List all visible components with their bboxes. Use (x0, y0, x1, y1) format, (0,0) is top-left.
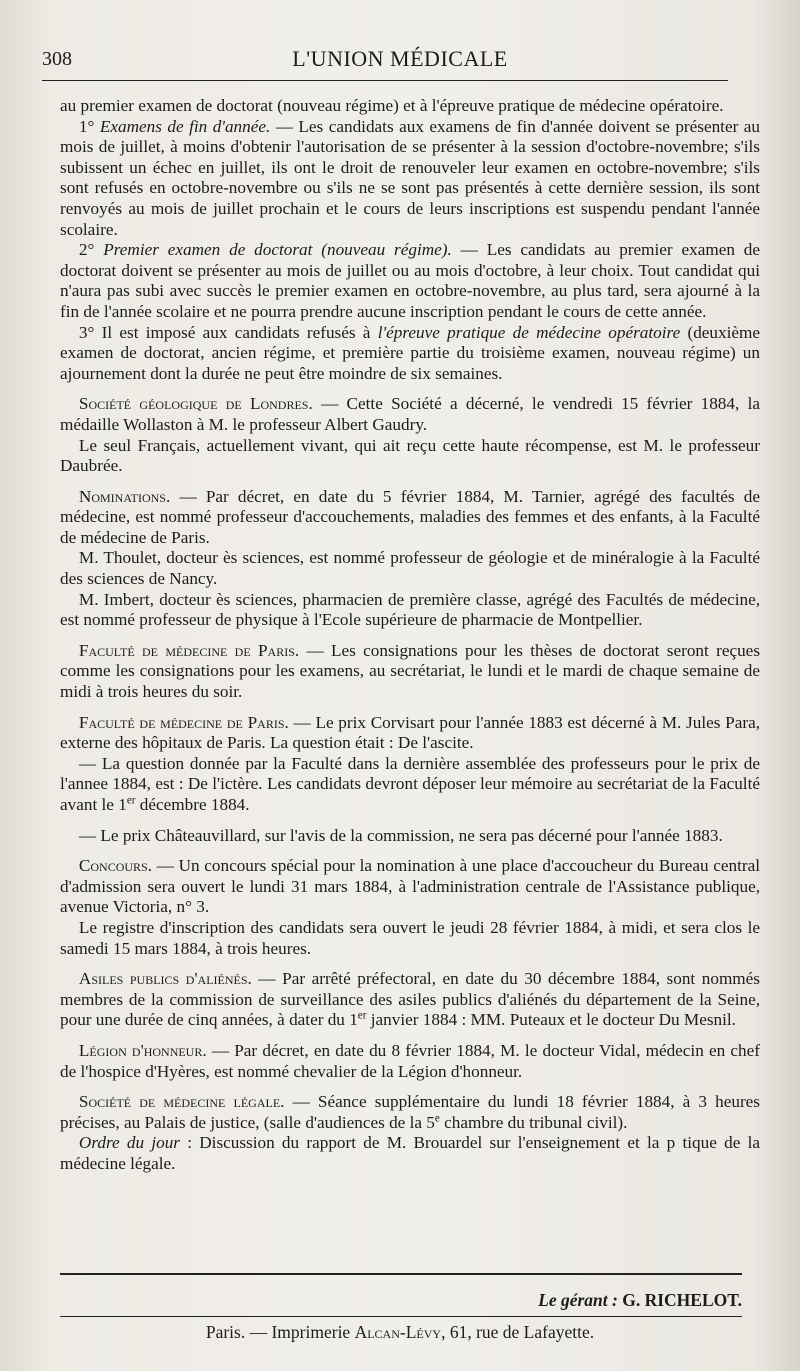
asiles-text-b: janvier 1884 : MM. Puteaux et le docteur Du Mesnil. (366, 1010, 736, 1030)
page-number: 308 (42, 48, 72, 70)
item-2-title: Premier examen de doctorat (nouveau régime). (103, 240, 452, 260)
faculte-2-heading: Faculté de médecine de Paris. (78, 712, 289, 732)
item-3-emphasis: l'épreuve pratique de médecine opératoire (377, 322, 681, 342)
gerant-label: Le gérant : (538, 1290, 623, 1310)
faculte-2-paragraph-2 (60, 754, 760, 816)
faculte-2-superscript: er (126, 794, 136, 807)
item-2-number: 2° (78, 240, 95, 260)
item-2-paragraph (60, 240, 760, 322)
ordre-du-jour-label: Ordre du jour (78, 1133, 180, 1153)
geologique-paragraph-2: Le seul Français, actuellement vivant, qui ait reçu cette haute récompense, est M. le professeur Daubrée. (60, 435, 760, 476)
legion-heading: Légion d'honneur. (78, 1040, 207, 1060)
footer-rule-bottom (60, 1316, 742, 1317)
asiles-superscript: er (357, 1009, 367, 1022)
nominations-heading: Nominations. (78, 486, 171, 506)
faculte-1-paragraph (60, 641, 760, 703)
intro-paragraph: au premier examen de doctorat (nouveau régime) et à l'épreuve pratique de médecine opératoire. (60, 96, 724, 115)
item-1-title: Examens de fin d'année. (99, 116, 271, 136)
printer-imprint (0, 1322, 800, 1343)
nominations-paragraph (60, 487, 760, 549)
faculte-2-paragraph (60, 713, 760, 754)
geologique-text: — Cette Société a décerné, le vendredi 15 février 1884, la médaille Wollaston à M. le professeur Albert Gaudry. (60, 394, 760, 434)
faculte-2-text-2b: décembre 1884. (135, 795, 250, 814)
item-1-paragraph (60, 117, 760, 241)
gerant-name: G. RICHELOT. (622, 1290, 742, 1310)
nominations-paragraph-2: M. Thoulet, docteur ès sciences, est nommé professeur de géologie et de minéralogie à la Faculté des sciences de Nancy. (60, 548, 760, 589)
item-3-paragraph (60, 323, 760, 385)
running-title: L'UNION MÉDICALE (292, 46, 508, 71)
asiles-heading: Asiles publics d'aliénés. (78, 969, 252, 989)
faculte-1-heading: Faculté de médecine de Paris. (78, 640, 300, 660)
faculte-2-paragraph-3: — Le prix Châteauvillard, sur l'avis de la commission, ne sera pas décerné pour l'année 1883. (78, 825, 723, 845)
item-3-lead: 3° Il est imposé aux candidats refusés à (78, 322, 378, 342)
geologique-heading: Société géologique de Londres. (78, 394, 313, 414)
concours-paragraph-2: Le registre d'inscription des candidats sera ouvert le jeudi 28 février 1884, à midi, et sera clos le samedi 15 mars 1884, à trois heures. (60, 917, 760, 958)
concours-text: — Un concours spécial pour la nomination à une place d'accoucheur du Bureau central d'admission sera ouvert le lundi 31 mars 1884, à l'administration centrale de l'Assistance publique, avenue Victoria, n° 3. (60, 856, 760, 917)
header-rule (42, 80, 728, 81)
footer-rule-top (60, 1273, 742, 1275)
nominations-paragraph-3: M. Imbert, docteur ès sciences, pharmacien de première classe, agrégé des Facultés de médecine, est nommé professeur de physique à l'Ecole supérieure de pharmacie de Montpellier. (60, 589, 760, 630)
asiles-paragraph (60, 969, 760, 1031)
faculte-2-text: — Le prix Corvisart pour l'année 1883 est décerné à M. Jules Para, externe des hôpitaux de Paris. La question était : De l'ascite. (60, 712, 761, 753)
concours-heading: Concours. (78, 856, 153, 876)
imprint-address: , 61, rue de Lafayette. (441, 1322, 595, 1342)
item-1-text: — Les candidats aux examens de fin d'année doivent se présenter au mois de juillet, à moins d'obtenir l'autorisation de se présenter à la session d'octobre-novembre; s'ils subissent un échec en juillet, ils ont le droit de renouveler leur examen en octobre-novembre; s'ils sont refusés en octobre-novembre ou s'ils ne se sont pas présentés à cette dernière session, ils sont renvoyés au mois de juillet prochain et le cours de leurs inscriptions est suspendu pendant l'année scolaire. (60, 116, 760, 239)
medecine-legale-heading: Société de médecine légale. (78, 1092, 285, 1112)
medecine-legale-text-b: chambre du tribunal civil). (439, 1112, 628, 1132)
medecine-legale-paragraph (60, 1092, 760, 1133)
imprint-prefix: Paris. — Imprimerie (205, 1322, 355, 1342)
gerant-signature (538, 1290, 742, 1311)
article-body (60, 96, 760, 1175)
nominations-text: — Par décret, en date du 5 février 1884, M. Tarnier, agrégé des facultés de médecine, est nommé professeur d'accouchements, maladies des femmes et des enfants, à la Faculté de médecine de Paris. (60, 486, 760, 547)
legion-paragraph (60, 1041, 760, 1082)
ordre-du-jour-text: : Discussion du rapport de M. Brouardel sur l'enseignement et la p tique de la médecine légale. (60, 1133, 760, 1173)
medecine-legale-superscript: e (434, 1111, 440, 1124)
item-2-text: — Les candidats au premier examen de doctorat doivent se présenter au mois de juillet ou au mois d'octobre, à leur choix. Tout candidat qui n'aura pas subi avec succès le premier examen en octobre-novembre, au plus tard, sera ajourné à la fin de l'année scolaire et ne pourra prendre aucune inscription pendant le cours de cette année. (60, 240, 760, 321)
item-1-number: 1° (78, 116, 95, 136)
asiles-text-a: — Par arrêté préfectoral, en date du 30 décembre 1884, sont nommés membres de la commission de surveillance des asiles publics d'aliénés du département de la Seine, pour une durée de cinq années, à dater du 1 (60, 969, 760, 1030)
legion-text: — Par décret, en date du 8 février 1884, M. le docteur Vidal, médecin en chef de l'hospice d'Hyères, est nommé chevalier de la Légion d'honneur. (60, 1040, 760, 1081)
imprint-printer-name: Alcan-Lévy (354, 1322, 442, 1342)
medecine-legale-text-a: — Séance supplémentaire du lundi 18 février 1884, à 3 heures précises, au Palais de justice, (salle d'audiences de la 5 (60, 1092, 760, 1132)
geologique-paragraph (60, 394, 760, 435)
faculte-2-text-2a: — La question donnée par la Faculté dans la dernière assemblée des professeurs pour le prix de l'annee 1884, est : De l'ictère. Les candidats devront déposer leur mémoire au secrétariat de la Faculté avant le 1 (60, 753, 760, 814)
ordre-du-jour-paragraph (60, 1133, 760, 1174)
concours-paragraph (60, 856, 760, 918)
faculte-1-text: — Les consignations pour les thèses de doctorat seront reçues comme les consignations pour les examens, au secrétariat, le lundi et le mardi de chaque semaine de midi à trois heures du soir. (60, 640, 761, 702)
item-3-text: (deuxième examen de doctorat, ancien régime, et première partie du troisième examen, nouveau régime) un ajournement dont la durée ne peut être moindre de six semaines. (60, 322, 761, 383)
page-header (42, 44, 758, 78)
